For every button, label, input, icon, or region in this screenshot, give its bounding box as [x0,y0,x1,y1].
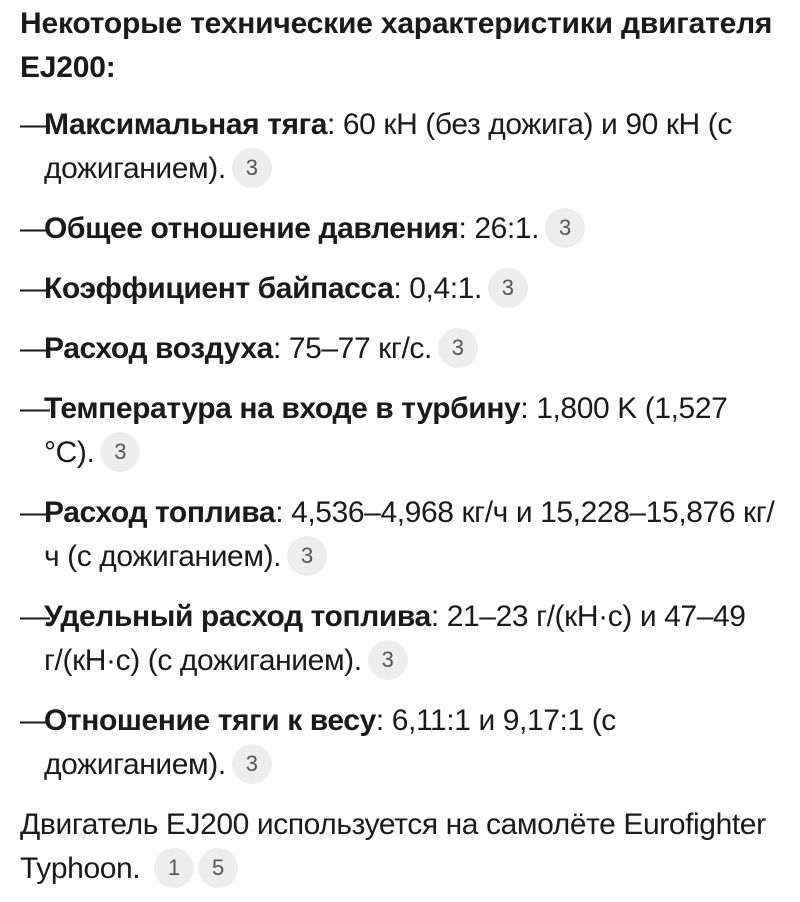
list-dash: — [20,704,50,737]
spec-value: : 0,4:1. [393,272,482,305]
source-reference-badge[interactable]: 3 [438,328,478,368]
spec-value: : 21–23 г/(кН·с) и 47–49 г/(кН·с) (с дожиганием). [44,600,746,677]
list-dash: — [20,212,50,245]
source-reference-badge[interactable]: 3 [232,148,272,188]
footer-text: Двигатель EJ200 используется на самолёте Eurofighter Typhoon. [20,808,766,885]
spec-item [20,267,780,311]
source-reference-badge[interactable]: 3 [287,536,327,576]
spec-value: : 26:1. [458,212,540,245]
section-heading: Некоторые технические характеристики двигателя EJ200: [20,7,773,84]
spec-item [20,491,780,579]
footer-paragraph [20,803,780,891]
spec-value: : 1,800 K (1,527 °C). [44,392,728,469]
list-dash: — [20,332,50,365]
spec-content [44,600,746,677]
spec-label: Расход топлива [44,496,276,529]
spec-content [44,332,478,365]
spec-label: Отношение тяги к весу [44,704,376,737]
spec-content [44,108,732,185]
spec-label: Удельный расход топлива [44,600,431,633]
source-reference-badge[interactable]: 3 [232,744,272,784]
spec-value: : 6,11:1 и 9,17:1 (с дожиганием). [44,704,616,781]
source-reference-badge[interactable]: 3 [545,208,585,248]
spec-value: : 60 кН (без дожига) и 90 кН (с дожиганием). [44,108,732,185]
spec-content [44,272,528,305]
spec-item [20,387,780,475]
spec-label: Температура на входе в турбину [44,392,521,425]
spec-value: : 4,536–4,968 кг/ч и 15,228–15,876 кг/ч (с дожиганием). [44,496,775,573]
spec-item [20,327,780,371]
list-dash: — [20,496,50,529]
spec-item [20,207,780,251]
spec-list [20,103,780,787]
spec-content [44,392,727,469]
list-dash: — [20,272,50,305]
list-dash: — [20,392,50,425]
spec-content [44,704,616,781]
source-reference-badge[interactable]: 3 [368,640,408,680]
list-dash: — [20,600,50,633]
spec-item [20,595,780,683]
spec-label: Расход воздуха [44,332,273,365]
spec-label: Коэффициент байпасса [44,272,394,305]
source-reference-badge[interactable]: 1 [154,848,194,888]
list-dash: — [20,108,50,141]
spec-item [20,103,780,191]
spec-value: : 75–77 кг/с. [272,332,432,365]
source-reference-badge[interactable]: 3 [488,268,528,308]
spec-label: Максимальная тяга [44,108,327,141]
spec-item [20,699,780,787]
source-reference-badge[interactable]: 3 [100,432,140,472]
spec-content [44,212,585,245]
source-reference-badge[interactable]: 5 [198,848,238,888]
spec-content [44,496,774,573]
spec-label: Общее отношение давления [44,212,459,245]
